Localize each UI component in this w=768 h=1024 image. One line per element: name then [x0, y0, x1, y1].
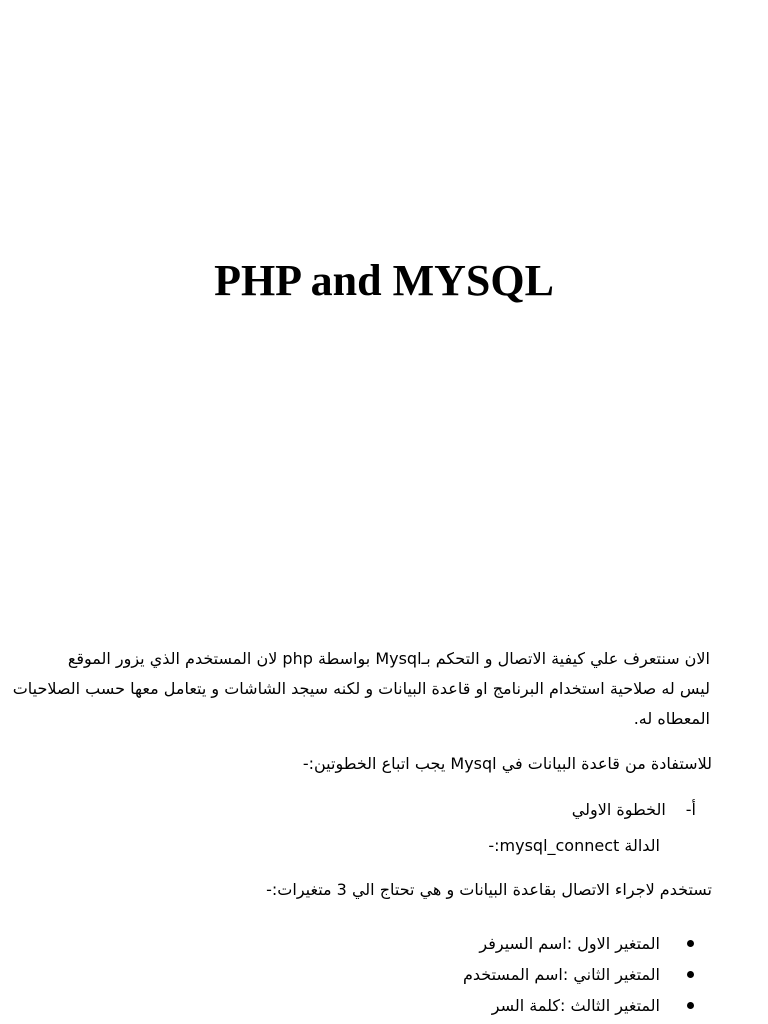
bullet-icon	[687, 1002, 694, 1009]
step-marker: أ-	[685, 800, 696, 819]
intro-line: الان سنتعرف علي كيفية الاتصال و التحكم بـMysql بواسطة php لان المستخدم الذي يزور الموقع	[67, 649, 710, 668]
page-title: PHP and MYSQL	[214, 256, 554, 305]
list-item-text: المتغير الثاني :اسم المستخدم	[462, 965, 660, 984]
bullet-icon	[687, 940, 694, 947]
needs-line: تستخدم لاجراء الاتصال بقاعدة البيانات و هي تحتاج الي 3 متغيرات:-	[266, 880, 712, 899]
list-item	[463, 928, 696, 959]
intro-line: المعطاه له.	[633, 709, 710, 728]
list-item	[463, 959, 696, 990]
step-label: الخطوة الاولي	[571, 800, 666, 819]
usage-line: للاستفادة من قاعدة البيانات في Mysql يجب اتباع الخطوتين:-	[302, 754, 712, 773]
list-item-text: المتغير الاول :اسم السيرفر	[479, 934, 660, 953]
list-item-text: المتغير الثالث :كلمة السر	[491, 996, 660, 1015]
intro-line: ليس له صلاحية استخدام البرنامج او قاعدة البيانات و لكنه سيجد الشاشات و يتعامل معها حسب الصلاحيات	[12, 679, 710, 698]
parameter-list	[463, 928, 696, 1021]
intro-paragraph	[10, 644, 710, 734]
bullet-icon	[687, 971, 694, 978]
function-line: الدالة mysql_connect:-	[488, 836, 660, 855]
step-heading	[572, 798, 696, 822]
list-item	[463, 990, 696, 1021]
